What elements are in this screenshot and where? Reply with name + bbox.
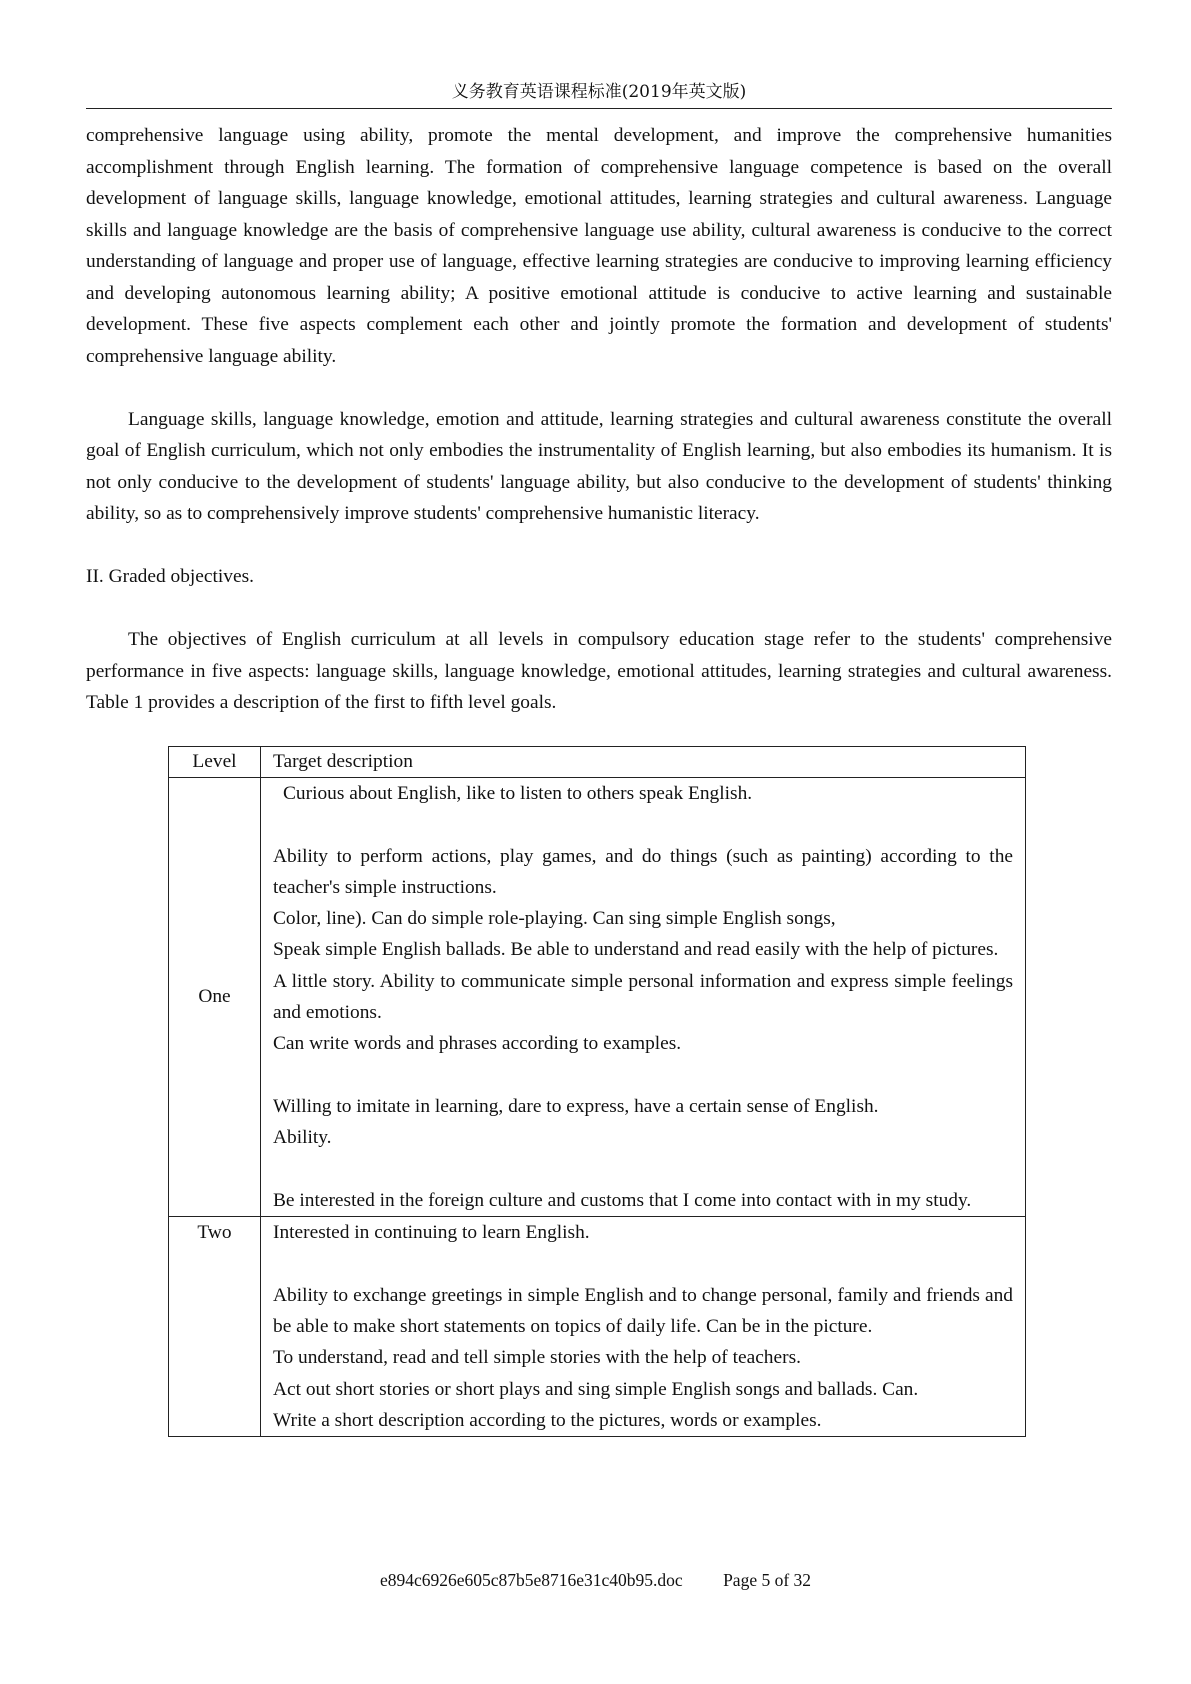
description-line: Color, line). Can do simple role-playing. Can sing simple English songs, bbox=[273, 908, 836, 930]
footer-page-number: Page 5 of 32 bbox=[723, 1570, 812, 1590]
description-line: Can write words and phrases according to examples. bbox=[273, 1033, 682, 1055]
level-cell: Two bbox=[169, 1217, 261, 1437]
description-line: Act out short stories or short plays and sing simple English songs and ballads. Can. bbox=[273, 1378, 919, 1400]
description-line: Speak simple English ballads. Be able to understand and read easily with the help of pictures. bbox=[273, 939, 999, 961]
table-row bbox=[169, 1217, 1026, 1437]
footer-filename: e894c6926e605c87b5e8716e31c40b95.doc bbox=[379, 1570, 683, 1590]
description-line: Ability to perform actions, play games, and do things (such as painting) according to the teacher's simple instructions. bbox=[273, 845, 1013, 898]
target-column-header: Target description bbox=[261, 747, 1026, 778]
target-description-cell bbox=[261, 1217, 1026, 1437]
description-line: Ability to exchange greetings in simple English and to change personal, family and friends and be able to make short statements on topics of daily life. Can be in the picture. bbox=[273, 1284, 1013, 1338]
target-description-cell bbox=[261, 778, 1026, 1217]
paragraph-continuation: comprehensive language using ability, promote the mental development, and improve the comprehensive humanities accomplishment through English learning. The formation of comprehensive language competence is based on the overall development of language skills, language knowledge, emotional attitudes, learning strategies and cultural awareness. Language skills and language knowledge are the basis of comprehensive language use ability, cultural awareness is conducive to the correct understanding of language and proper use of language, effective learning strategies are conducive to improving learning efficiency and developing autonomous learning ability; A positive emotional attitude is conducive to active learning and sustainable development. These five aspects complement each other and jointly promote the formation and development of students' comprehensive language ability. bbox=[86, 125, 1112, 367]
page-footer bbox=[0, 1570, 1191, 1591]
description-line: Be interested in the foreign culture and customs that I come into contact with in my study. bbox=[273, 1189, 972, 1211]
level-cell: One bbox=[169, 778, 261, 1217]
description-line: A little story. Ability to communicate simple personal information and express simple feelings and emotions. bbox=[273, 970, 1013, 1024]
section-heading: II. Graded objectives. bbox=[86, 566, 254, 587]
paragraph-graded-objectives: The objectives of English curriculum at all levels in compulsory education stage refer to the students' comprehensive performance in five aspects: language skills, language knowledge, emotional attitudes, learning strategies and cultural awareness. Table 1 provides a description of the first to fifth level goals. bbox=[86, 629, 1112, 713]
description-line: Interested in continuing to learn English. bbox=[273, 1222, 590, 1244]
page-header bbox=[86, 78, 1112, 109]
document-body bbox=[86, 120, 1112, 750]
table-row bbox=[169, 778, 1026, 1217]
level-column-header: Level bbox=[169, 747, 261, 778]
description-line: Willing to imitate in learning, dare to express, have a certain sense of English. bbox=[273, 1095, 879, 1117]
header-title: 义务教育英语课程标准(2019年英文版) bbox=[451, 82, 747, 102]
description-line: Ability. bbox=[273, 1127, 332, 1149]
paragraph-overall-goal: Language skills, language knowledge, emotion and attitude, learning strategies and cultural awareness constitute the overall goal of English curriculum, which not only embodies the instrumentality of English learning, but also embodies its humanism. It is not only conducive to the development of students' language ability, but also conducive to the development of students' thinking ability, so as to comprehensively improve students' comprehensive humanistic literacy. bbox=[86, 408, 1112, 524]
description-line: To understand, read and tell simple stories with the help of teachers. bbox=[273, 1347, 801, 1369]
level-objectives-table bbox=[168, 746, 1026, 1437]
description-line: Write a short description according to the pictures, words or examples. bbox=[273, 1409, 822, 1431]
description-line: Curious about English, like to listen to others speak English. bbox=[283, 783, 753, 804]
table-header-row bbox=[169, 747, 1026, 778]
